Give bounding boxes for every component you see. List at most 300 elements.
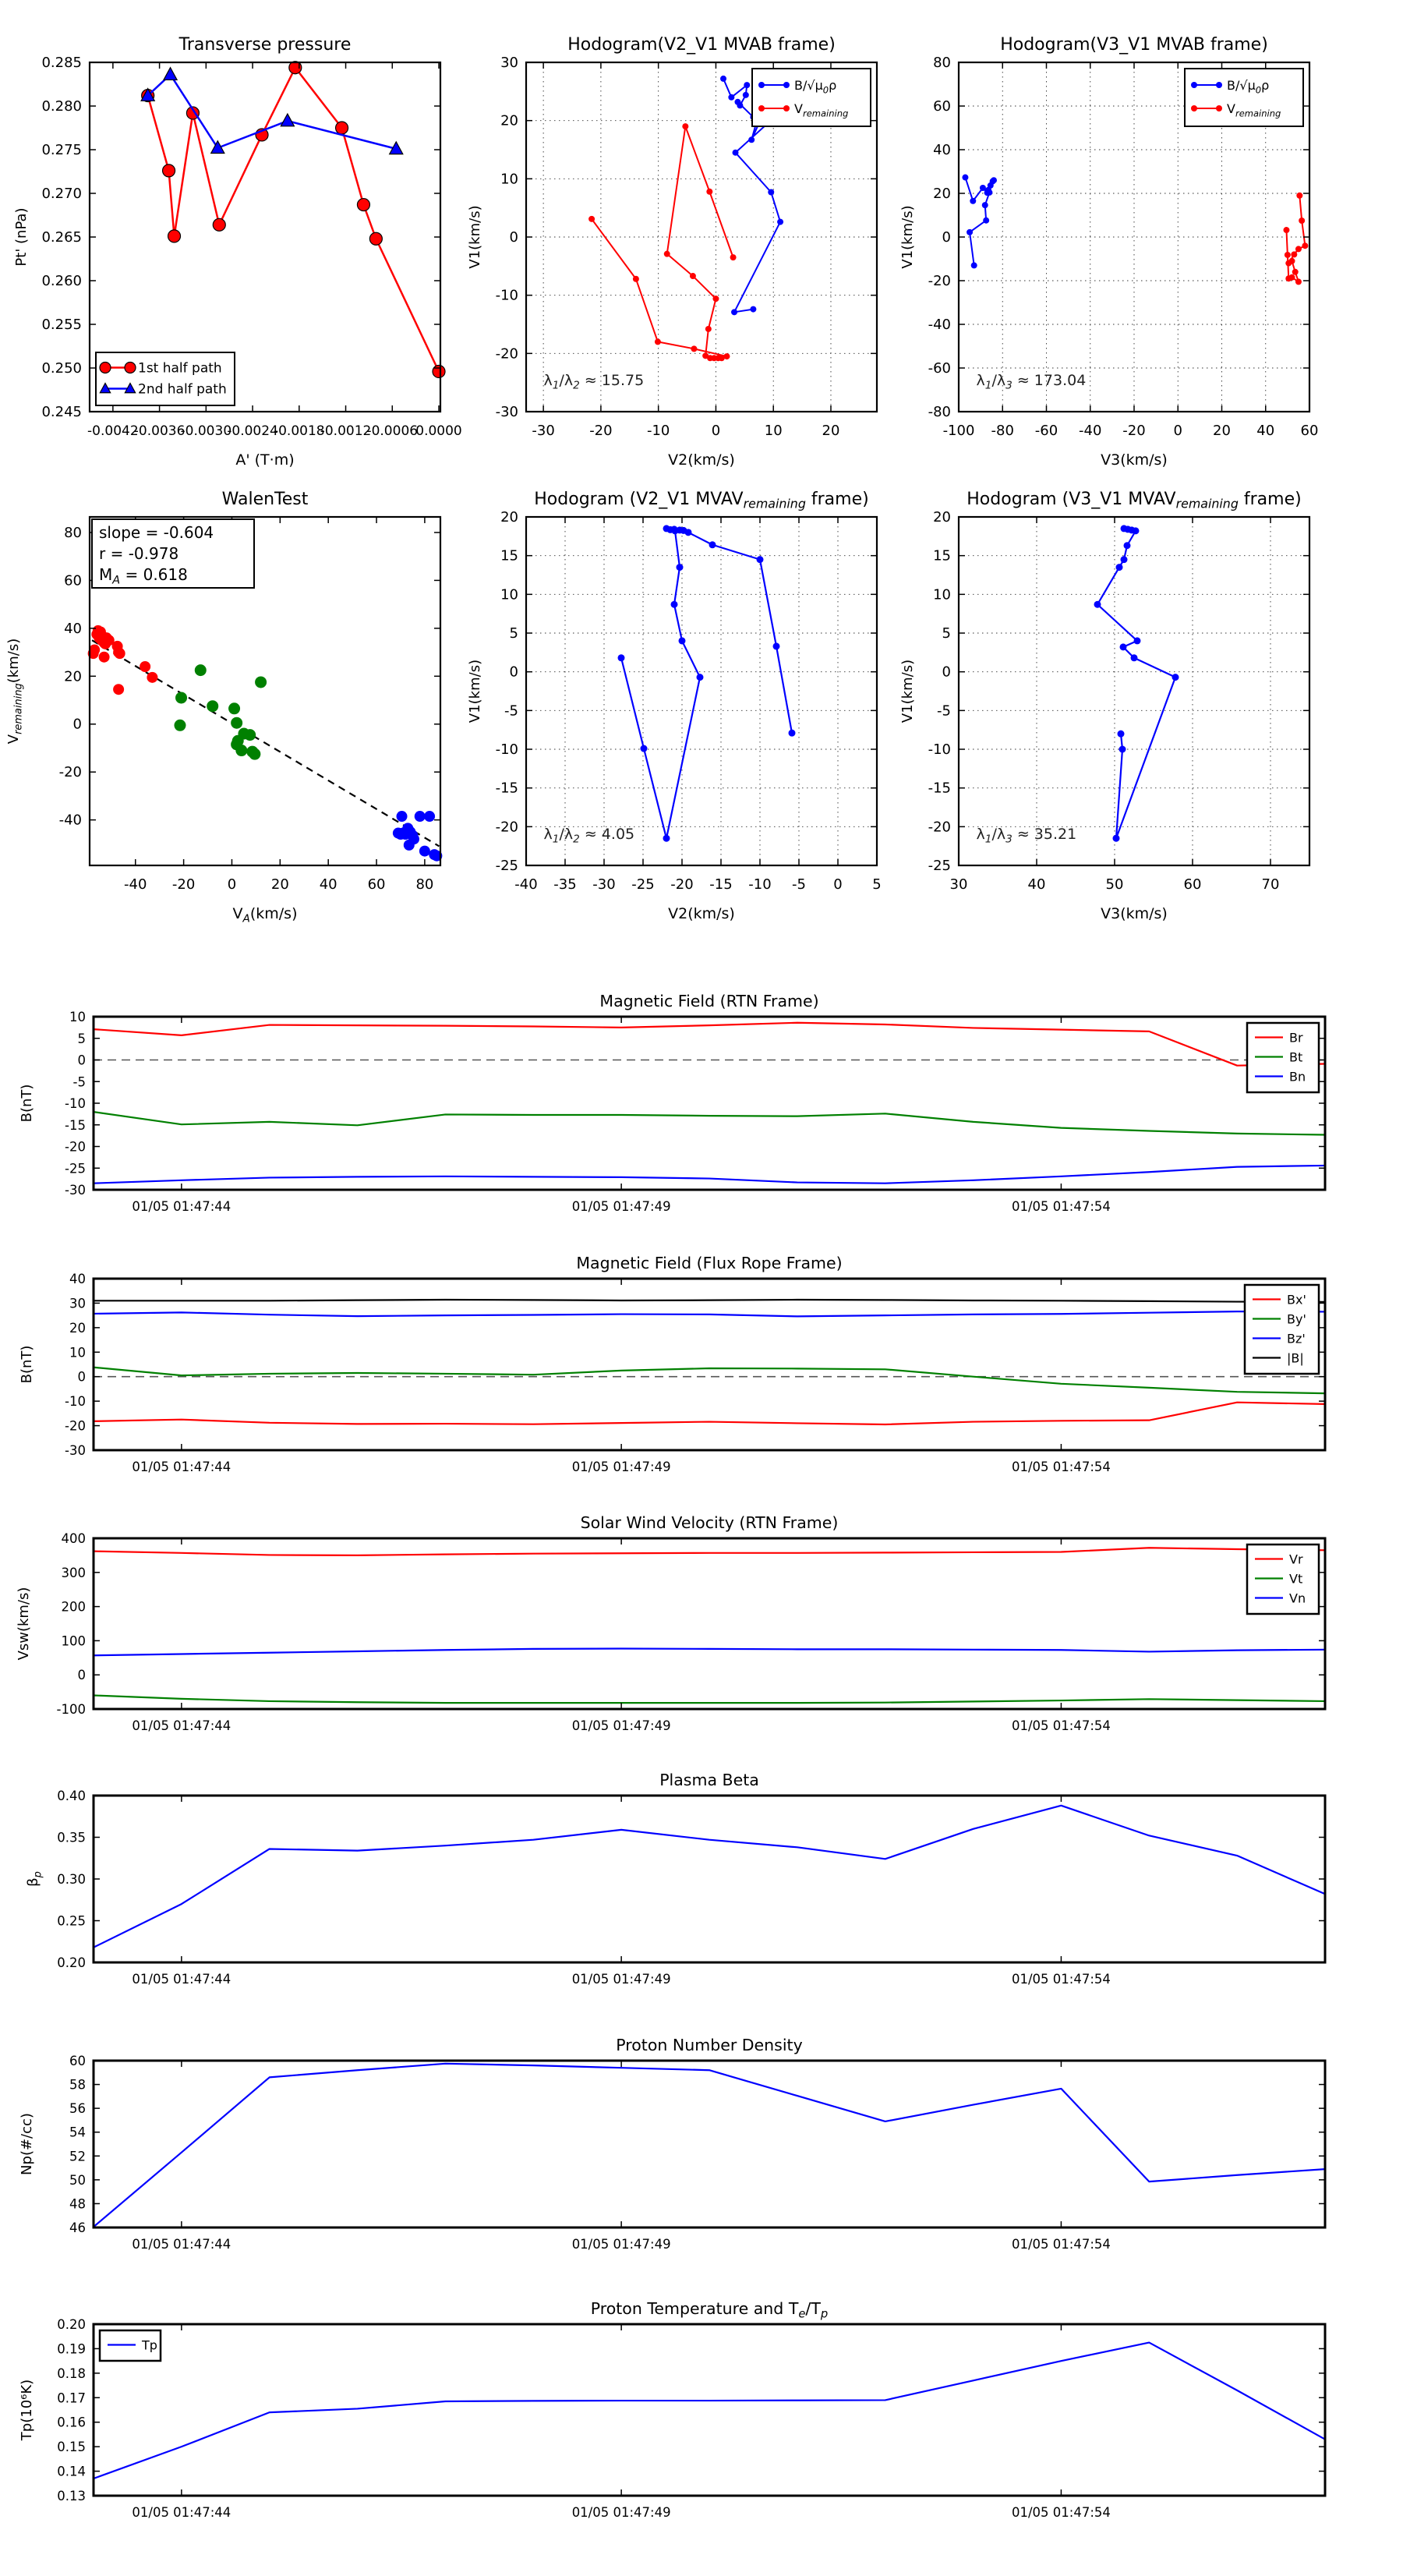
y-axis-label: Np(#/cc) (19, 2113, 35, 2175)
data-point (115, 648, 125, 659)
x-tick-label: 50 (1105, 876, 1124, 893)
y-tick-label: 20 (500, 509, 518, 525)
data-point (1296, 193, 1302, 199)
y-tick-label: 200 (61, 1599, 86, 1615)
y-tick-label: 0.245 (41, 404, 82, 420)
data-point (706, 189, 712, 195)
data-point (207, 700, 218, 712)
x-tick-label: 0 (711, 423, 721, 439)
legend (752, 69, 871, 126)
y-tick-label: 10 (500, 171, 518, 188)
y-tick-label: -5 (504, 702, 518, 720)
data-point (1124, 542, 1131, 549)
y-tick-label: 0 (942, 229, 951, 246)
data-point (1119, 746, 1126, 753)
data-point (663, 525, 670, 532)
y-tick-label: 0.17 (57, 2390, 86, 2406)
legend-marker (1191, 82, 1197, 88)
legend (96, 352, 235, 405)
data-point (174, 720, 186, 731)
x-tick-label: -0.0006 (366, 423, 419, 439)
x-axis-label: V3(km/s) (1101, 905, 1168, 922)
data-point (415, 811, 426, 822)
data-point (235, 745, 247, 756)
legend (1185, 69, 1303, 126)
data-point (1113, 835, 1120, 842)
x-tick-label: 20 (1213, 423, 1231, 439)
y-tick-label: 400 (61, 1531, 86, 1546)
y-tick-label: 40 (64, 620, 82, 637)
data-point (1134, 637, 1141, 644)
x-tick-label: 40 (319, 876, 337, 893)
data-point (1302, 242, 1308, 249)
data-point (990, 179, 996, 185)
x-tick-label: -0.0036 (133, 423, 186, 439)
stats-line: r = -0.978 (99, 544, 179, 563)
x-tick-label: 01/05 01:47:44 (132, 1718, 231, 1733)
data-point (967, 229, 973, 235)
y-tick-label: 0.285 (41, 55, 82, 71)
data-point (1291, 251, 1297, 257)
y-tick-label: 58 (69, 2077, 86, 2093)
y-tick-label: 60 (933, 98, 951, 115)
panel-title: Proton Number Density (616, 2036, 803, 2054)
y-tick-label: 0.20 (57, 1955, 86, 1970)
legend-label: $B/√\mu_0\rho$ (794, 78, 837, 96)
y-tick-label: 0.16 (57, 2415, 86, 2430)
y-tick-label: 0.250 (41, 360, 82, 377)
data-point (1094, 601, 1101, 608)
data-point (244, 729, 256, 741)
data-point (228, 702, 240, 714)
x-tick-label: 01/05 01:47:54 (1011, 1199, 1111, 1214)
panel-title: Plasma Beta (659, 1771, 759, 1789)
y-tick-label: 0 (72, 716, 82, 733)
x-tick-label: -20 (1122, 423, 1146, 439)
y-axis-label: V1(km/s) (899, 659, 916, 724)
x-tick-label: -0.0024 (227, 423, 278, 439)
data-point (424, 811, 435, 822)
y-axis-label: B(nT) (19, 1084, 35, 1123)
y-tick-label: 80 (64, 524, 82, 541)
panel-title: Hodogram(V3_V1 MVAB frame) (1000, 35, 1268, 55)
data-point (773, 642, 780, 649)
y-tick-label: 20 (933, 186, 951, 202)
x-tick-label: -10 (646, 423, 670, 439)
data-point (1116, 564, 1123, 571)
x-tick-label: 01/05 01:47:44 (132, 1972, 231, 1987)
x-tick-label: 0 (227, 876, 237, 893)
stats-line: slope = -0.604 (99, 523, 214, 542)
x-axis-label: V2(km/s) (668, 905, 735, 922)
y-tick-label: 0 (77, 1053, 86, 1068)
y-tick-label: 0.20 (57, 2317, 86, 2332)
x-tick-label: 30 (949, 876, 968, 893)
data-point (733, 150, 739, 156)
lambda-annotation: $\lambda_1/\lambda_3 \approx 35.21$ (976, 826, 1077, 846)
y-tick-label: 0 (942, 663, 951, 681)
panel-title: WalenTest (221, 490, 309, 509)
data-point (712, 295, 719, 302)
data-point (986, 189, 992, 196)
y-tick-label: -10 (65, 1096, 86, 1111)
x-tick-label: -35 (553, 876, 577, 893)
data-point (140, 661, 150, 672)
panel-title: Solar Wind Velocity (RTN Frame) (580, 1513, 839, 1532)
y-tick-label: 15 (500, 547, 518, 564)
lambda-annotation: $\lambda_1/\lambda_2 \approx 4.05$ (543, 826, 635, 846)
y-axis-label: $V_{remaining}(km/s)$ (5, 638, 25, 745)
data-point (336, 122, 348, 134)
data-point (89, 645, 100, 656)
y-tick-label: 10 (69, 1345, 86, 1361)
y-tick-label: 0.270 (41, 186, 82, 202)
y-tick-label: -100 (56, 1702, 86, 1717)
y-tick-label: 0 (77, 1668, 86, 1683)
x-tick-label: -20 (171, 876, 196, 893)
data-point (357, 199, 369, 211)
data-point (789, 730, 796, 737)
data-point (720, 76, 726, 82)
x-tick-label: -0.0030 (180, 423, 232, 439)
x-tick-label: 0 (1173, 423, 1182, 439)
data-point (408, 833, 419, 844)
y-tick-label: 50 (69, 2172, 86, 2188)
legend-label: $V_{remaining}$ (794, 101, 849, 119)
y-tick-label: -20 (495, 345, 518, 363)
data-point (679, 637, 686, 644)
y-tick-label: 0.40 (57, 1789, 86, 1803)
y-tick-label: 52 (69, 2149, 86, 2164)
y-tick-label: -15 (928, 780, 951, 797)
y-tick-label: 20 (500, 112, 518, 129)
y-tick-label: -10 (65, 1394, 86, 1410)
data-point (1120, 643, 1127, 650)
x-tick-label: 10 (764, 423, 783, 439)
data-point (962, 175, 968, 181)
x-tick-label: 01/05 01:47:49 (571, 2237, 671, 2252)
y-axis-label: Tp(10⁶K) (19, 2379, 35, 2441)
data-point (748, 136, 755, 143)
y-tick-label: 20 (64, 668, 82, 685)
y-tick-label: 48 (69, 2196, 86, 2212)
y-tick-label: -20 (928, 819, 951, 836)
data-point (588, 216, 595, 222)
legend-marker (758, 82, 765, 88)
x-tick-label: -20 (670, 876, 694, 893)
data-point (195, 664, 207, 676)
y-tick-label: -30 (495, 404, 518, 420)
y-tick-label: 0.15 (57, 2440, 86, 2455)
x-tick-label: 01/05 01:47:44 (132, 2505, 231, 2520)
x-tick-label: 70 (1261, 876, 1280, 893)
y-tick-label: -10 (495, 741, 518, 758)
data-point (168, 230, 181, 242)
legend-label: Bt (1289, 1049, 1303, 1065)
y-tick-label: 46 (69, 2220, 86, 2235)
data-point (255, 676, 267, 688)
panel-title: Proton Temperature and $T_e/T_p$ (590, 2299, 829, 2321)
x-tick-label: 40 (1256, 423, 1275, 439)
y-tick-label: 100 (61, 1633, 86, 1649)
x-axis-label: V3(km/s) (1101, 451, 1168, 469)
x-tick-label: -30 (592, 876, 616, 893)
data-point (691, 345, 697, 352)
data-point (618, 654, 625, 661)
x-axis-label: V2(km/s) (668, 451, 735, 469)
y-tick-label: -30 (65, 1443, 86, 1458)
data-point (677, 564, 684, 571)
data-point (633, 276, 639, 282)
data-point (1295, 246, 1302, 252)
y-tick-label: 40 (933, 142, 951, 158)
x-tick-label: 01/05 01:47:44 (132, 2237, 231, 2252)
legend-label: $V_{remaining}$ (1227, 101, 1281, 119)
y-tick-label: 300 (61, 1565, 86, 1580)
data-point (777, 219, 783, 225)
y-tick-label: -25 (65, 1161, 86, 1177)
legend-label: Vn (1289, 1591, 1306, 1606)
legend-label: 2nd half path (138, 381, 227, 398)
data-point (723, 353, 730, 359)
y-axis-label: Vsw(km/s) (16, 1587, 32, 1661)
x-tick-label: 01/05 01:47:54 (1011, 1460, 1111, 1474)
data-point (1172, 674, 1179, 681)
data-point (1292, 269, 1299, 275)
data-point (970, 198, 976, 204)
x-tick-label: 01/05 01:47:44 (132, 1460, 231, 1474)
x-tick-label: -30 (532, 423, 555, 439)
y-axis-label: Pt' (nPa) (13, 207, 30, 267)
legend (1247, 1545, 1319, 1614)
x-tick-label: -20 (589, 423, 613, 439)
panel-title: Hodogram (V3_V1 $MVAV_{remaining}$ frame) (967, 490, 1302, 511)
y-tick-label: 10 (69, 1010, 86, 1024)
legend-marker (758, 105, 765, 111)
data-point (671, 601, 678, 608)
data-point (1285, 252, 1291, 258)
legend-box (1245, 1285, 1319, 1374)
y-tick-label: 56 (69, 2101, 86, 2117)
legend-marker (125, 363, 136, 373)
y-tick-label: 20 (933, 509, 951, 525)
data-point (744, 82, 750, 88)
y-tick-label: -5 (937, 702, 951, 720)
data-point (1133, 527, 1140, 534)
y-tick-label: 0.25 (57, 1913, 86, 1929)
data-point (980, 185, 986, 191)
x-tick-label: -80 (991, 423, 1014, 439)
legend-label: Bx' (1287, 1292, 1306, 1307)
x-tick-label: 01/05 01:47:49 (571, 1460, 671, 1474)
data-point (147, 672, 157, 683)
legend-label: Tp (142, 2337, 157, 2353)
legend-label: |B| (1287, 1350, 1304, 1366)
x-tick-label: -15 (709, 876, 733, 893)
y-tick-label: 0.19 (57, 2341, 86, 2357)
y-tick-label: -40 (928, 317, 951, 333)
stats-line: $M_A = 0.618$ (99, 565, 188, 587)
legend (1245, 1285, 1319, 1374)
y-tick-label: 0.35 (57, 1830, 86, 1845)
y-axis-label: V1(km/s) (899, 205, 916, 269)
panel-title: Hodogram (V2_V1 $MVAV_{remaining}$ frame) (534, 490, 869, 511)
x-tick-label: 01/05 01:47:44 (132, 1199, 231, 1214)
data-point (419, 846, 430, 857)
y-tick-label: -20 (65, 1418, 86, 1434)
y-tick-label: 15 (933, 547, 951, 564)
x-tick-label: 5 (872, 876, 882, 893)
panel-title: Hodogram(V2_V1 MVAB frame) (567, 35, 836, 55)
data-point (1299, 218, 1305, 224)
data-point (731, 309, 737, 315)
data-point (1118, 731, 1125, 738)
data-point (1289, 274, 1295, 281)
legend-label: Vr (1289, 1552, 1303, 1567)
y-tick-label: -20 (928, 273, 951, 289)
panel-title: Magnetic Field (Flux Rope Frame) (576, 1254, 843, 1272)
y-tick-label: 0.13 (57, 2489, 86, 2503)
data-point (663, 835, 670, 842)
y-tick-label: 30 (69, 1296, 86, 1311)
data-point (734, 99, 740, 105)
data-point (397, 811, 408, 822)
y-tick-label: 0.18 (57, 2365, 86, 2381)
x-axis-label: A' (T·m) (235, 451, 295, 469)
y-tick-label: 80 (933, 55, 951, 71)
y-axis-label: $\beta_p$ (25, 1871, 44, 1887)
legend-marker (1216, 82, 1222, 88)
x-tick-label: 01/05 01:47:54 (1011, 2505, 1111, 2520)
data-point (641, 745, 648, 752)
data-point (175, 692, 187, 703)
panel-title: Magnetic Field (RTN Frame) (599, 992, 819, 1010)
x-tick-label: 60 (1300, 423, 1319, 439)
data-point (664, 251, 670, 257)
y-tick-label: -60 (928, 360, 951, 377)
data-point (682, 123, 688, 129)
y-tick-label: -25 (928, 858, 951, 874)
data-point (213, 218, 225, 231)
data-point (690, 273, 696, 279)
x-tick-label: 01/05 01:47:49 (571, 1972, 671, 1987)
x-tick-label: -40 (514, 876, 538, 893)
legend-marker (783, 105, 790, 111)
x-axis-label: $V_A(km/s)$ (232, 905, 298, 925)
data-point (730, 254, 737, 260)
legend-label: 1st half path (138, 360, 222, 377)
x-tick-label: 60 (367, 876, 386, 893)
data-point (1283, 227, 1289, 233)
data-point (113, 684, 124, 695)
data-point (750, 306, 756, 313)
x-tick-label: -60 (1034, 423, 1058, 439)
x-tick-label: 40 (1027, 876, 1046, 893)
y-tick-label: 0 (509, 663, 518, 681)
data-point (1121, 556, 1128, 563)
legend-marker (1191, 105, 1197, 111)
legend (1247, 1023, 1319, 1092)
y-tick-label: -15 (65, 1117, 86, 1133)
data-point (705, 326, 712, 332)
x-tick-label: 01/05 01:47:54 (1011, 1718, 1111, 1733)
legend-label: Bz' (1287, 1331, 1306, 1346)
y-tick-label: 60 (64, 572, 82, 589)
data-point (231, 717, 242, 729)
legend (100, 2330, 161, 2361)
y-tick-label: -20 (65, 1139, 86, 1155)
data-point (743, 92, 749, 98)
y-tick-label: 5 (77, 1031, 86, 1046)
y-tick-label: 0.255 (41, 317, 82, 333)
y-tick-label: -20 (495, 819, 518, 836)
data-point (163, 165, 175, 177)
x-tick-label: 80 (415, 876, 434, 893)
x-tick-label: -5 (792, 876, 806, 893)
data-point (1295, 278, 1302, 285)
y-tick-label: 5 (942, 625, 951, 642)
x-tick-label: -25 (631, 876, 655, 893)
y-tick-label: -25 (495, 858, 518, 874)
y-tick-label: 0.260 (41, 273, 82, 289)
legend-marker (100, 363, 111, 373)
legend-marker (783, 82, 790, 88)
legend-marker (1216, 105, 1222, 111)
legend-label: $B/√\mu_0\rho$ (1227, 78, 1270, 96)
y-tick-label: 40 (69, 1272, 86, 1286)
x-tick-label: -40 (1079, 423, 1102, 439)
y-tick-label: -40 (58, 812, 82, 829)
legend-label: Br (1289, 1030, 1303, 1046)
y-tick-label: 5 (509, 625, 518, 642)
data-point (728, 94, 734, 101)
y-axis-label: V1(km/s) (467, 659, 483, 724)
x-tick-label: -10 (748, 876, 772, 893)
y-tick-label: 0 (77, 1369, 86, 1385)
data-point (709, 541, 716, 548)
panel-title: Transverse pressure (178, 35, 352, 55)
x-tick-label: 01/05 01:47:54 (1011, 2237, 1111, 2252)
y-tick-label: 0.30 (57, 1872, 86, 1887)
y-tick-label: 60 (69, 2054, 86, 2068)
y-tick-label: 20 (69, 1320, 86, 1336)
y-axis-label: V1(km/s) (467, 205, 483, 269)
y-tick-label: -15 (495, 780, 518, 797)
legend-label: Vt (1289, 1571, 1303, 1587)
y-tick-label: -10 (928, 741, 951, 758)
x-tick-label: 20 (822, 423, 840, 439)
x-tick-label: 20 (270, 876, 289, 893)
legend-label: Bn (1289, 1069, 1306, 1085)
x-tick-label: 01/05 01:47:49 (571, 1718, 671, 1733)
y-tick-label: -30 (65, 1183, 86, 1198)
x-tick-label: 01/05 01:47:49 (571, 1199, 671, 1214)
data-point (768, 189, 774, 196)
data-point (369, 232, 382, 245)
y-tick-label: -10 (495, 287, 518, 304)
data-point (697, 674, 704, 681)
x-tick-label: -40 (124, 876, 147, 893)
y-axis-label: B(nT) (19, 1345, 35, 1384)
y-tick-label: -5 (72, 1074, 86, 1090)
y-tick-label: 10 (933, 586, 951, 603)
x-tick-label: 0 (833, 876, 843, 893)
data-point (433, 365, 445, 377)
y-tick-label: 10 (500, 586, 518, 603)
data-point (971, 262, 977, 268)
y-tick-label: 0.280 (41, 98, 82, 115)
y-tick-label: 0 (509, 229, 518, 246)
